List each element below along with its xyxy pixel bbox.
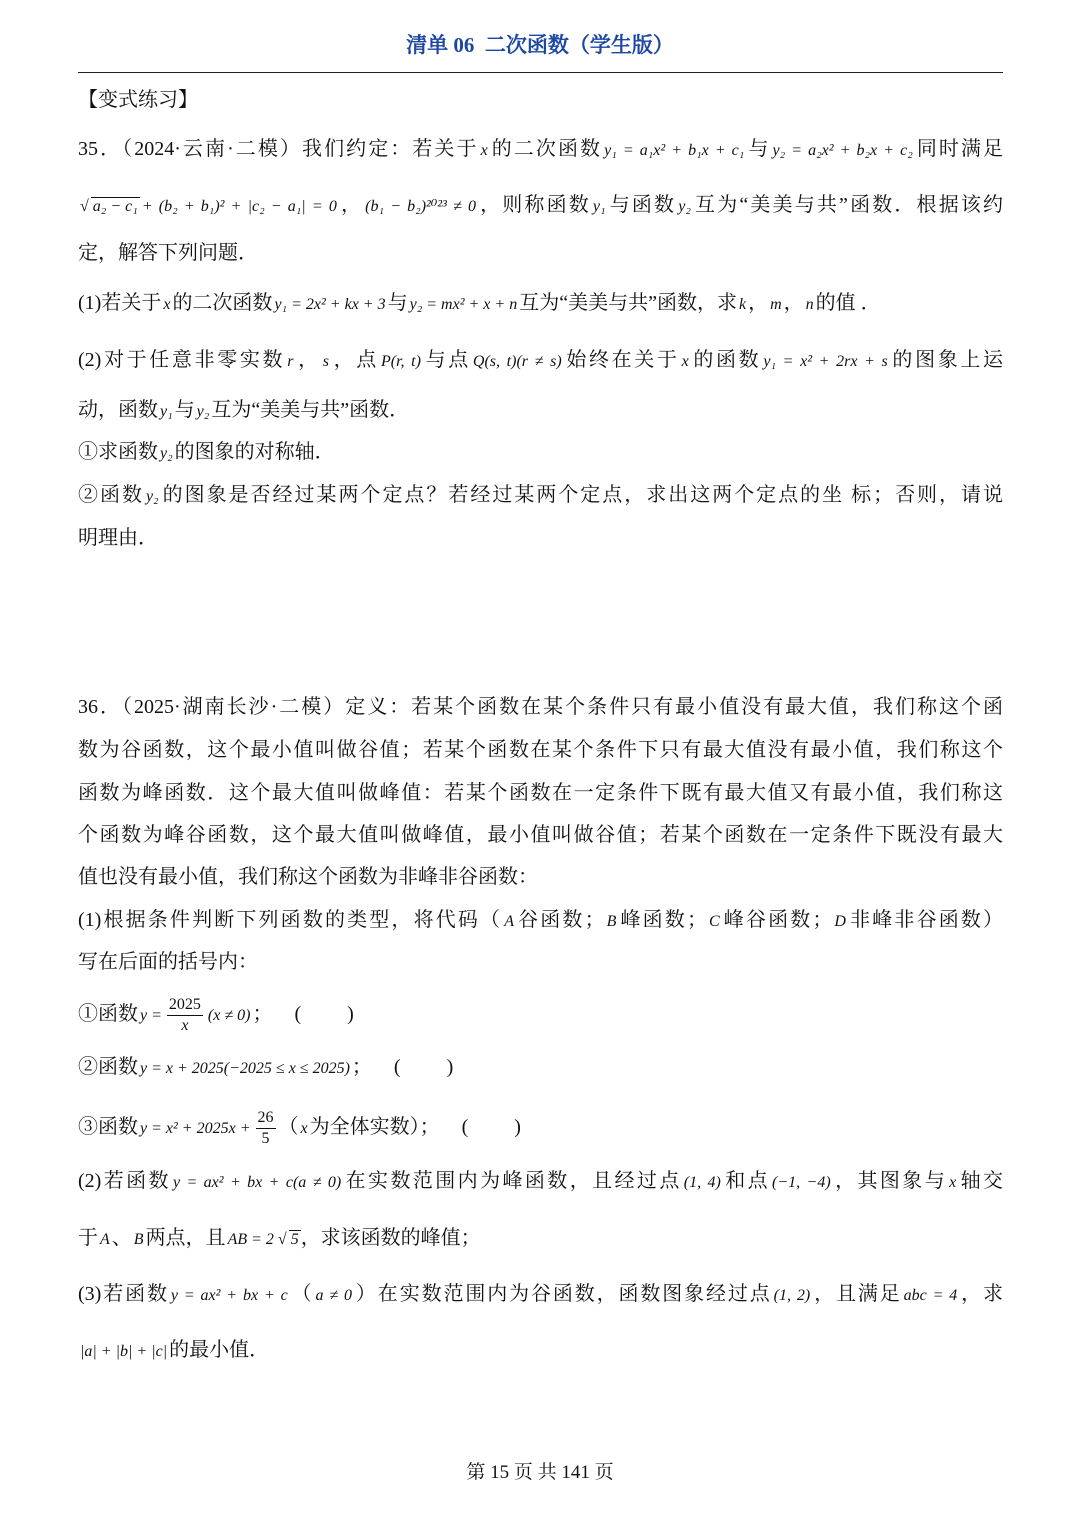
text-segment: ①求函数 bbox=[78, 441, 158, 463]
q35-line-2 bbox=[78, 190, 1003, 222]
text-segment: 的二次函数 bbox=[489, 138, 603, 160]
text-segment: ，求 bbox=[959, 1283, 1004, 1305]
text-segment: ，点 bbox=[331, 349, 379, 371]
text-segment: 互为“美美与共”函数．根据该约 bbox=[692, 194, 1004, 216]
text-segment: 与 bbox=[387, 292, 408, 314]
text-segment: 与点 bbox=[422, 349, 471, 371]
text-segment: 峰函数； bbox=[618, 909, 707, 931]
var-x: x bbox=[480, 142, 488, 159]
formula: y = ax² + bx + c(a ≠ 0) bbox=[172, 1174, 342, 1191]
text-segment: 的二次函数 bbox=[172, 292, 273, 314]
q35-line-3 bbox=[78, 238, 1003, 268]
sqrt-symbol: √ bbox=[80, 198, 89, 215]
var-x: x bbox=[300, 1120, 308, 1138]
text-segment: ③函数 bbox=[78, 1116, 138, 1139]
q35-part-1 bbox=[78, 288, 1003, 320]
fraction-numerator: 26 bbox=[256, 1108, 276, 1129]
text-segment: ； bbox=[252, 1003, 273, 1026]
text-segment: 在实数范围内为峰函数，且经过点 bbox=[343, 1170, 682, 1192]
text-segment: 始终在关于 bbox=[563, 349, 680, 371]
sqrt-radicand: 5 bbox=[290, 1231, 299, 1248]
text-segment: ， bbox=[783, 292, 804, 314]
text-segment: 定，解答下列问题． bbox=[78, 242, 258, 264]
q35-line-1 bbox=[78, 134, 1003, 166]
text-segment: (1)根据条件判断下列函数的类型，将代码（ bbox=[78, 909, 503, 931]
point: (1, 4) bbox=[683, 1174, 721, 1191]
point-q: Q(s, t)(r ≠ s) bbox=[472, 353, 562, 370]
domain-condition: (x ≠ 0) bbox=[207, 1007, 251, 1025]
q36-part-3 bbox=[78, 1279, 1003, 1311]
q36-item-3 bbox=[78, 1108, 1003, 1149]
q36-item-2 bbox=[78, 1052, 1003, 1084]
point-a: A bbox=[100, 1231, 110, 1248]
q36-line-3: 函数为峰函数．这个最大值叫做峰值：若某个函数在一定条件下既有最大值又有最小值，我们称这 bbox=[78, 782, 1003, 804]
text-segment: ， bbox=[338, 194, 364, 216]
sqrt-symbol: √ bbox=[277, 1231, 287, 1248]
formula-y2: y₂ = mx² + x + n bbox=[409, 296, 518, 313]
formula-y1: y₁ = 2x² + kx + 3 bbox=[274, 296, 386, 313]
condition: abc = 4 bbox=[903, 1287, 958, 1304]
fraction bbox=[167, 995, 203, 1036]
text-segment: 轴交 bbox=[958, 1170, 1004, 1192]
text-segment: （ bbox=[289, 1283, 314, 1305]
text-segment: 和点 bbox=[722, 1170, 771, 1192]
fraction-denominator: x bbox=[181, 1017, 189, 1034]
formula: y = ax² + bx + c bbox=[170, 1287, 288, 1304]
text-segment: 谷函数； bbox=[515, 909, 605, 931]
var-r: r bbox=[287, 353, 294, 370]
text-segment: ， bbox=[295, 349, 321, 371]
var-y2: y₂ bbox=[160, 445, 173, 462]
q36-part-3-cont bbox=[78, 1335, 1003, 1367]
text-segment: ，则称函数 bbox=[477, 194, 591, 216]
var-m: m bbox=[770, 296, 782, 313]
formula-lhs: y = bbox=[140, 1007, 162, 1025]
answer-bracket-open: ( bbox=[294, 1003, 302, 1026]
var-s: s bbox=[322, 353, 329, 370]
q36-line-1: 36．（2025·湖南长沙·二模）定义：若某个函数在某个条件只有最小值没有最大值，我们称这个函 bbox=[78, 696, 1003, 718]
q36-line-2: 数为谷函数，这个最小值叫做谷值；若某个函数在某个条件下只有最大值没有最小值，我们称这个 bbox=[78, 739, 1003, 761]
formula-y1: y₁ = x² + 2rx + s bbox=[763, 353, 888, 370]
var-k: k bbox=[738, 296, 747, 313]
text-segment: 同时满足 bbox=[914, 138, 1004, 160]
formula-y2: y₂ = a₂x² + b₂x + c₂ bbox=[772, 142, 913, 159]
point: (1, 2) bbox=[773, 1287, 811, 1304]
fraction-denominator: 5 bbox=[261, 1130, 270, 1147]
fraction bbox=[256, 1108, 276, 1149]
q36-item-1 bbox=[78, 995, 1003, 1036]
q36-line-5: 值也没有最小值，我们称这个函数为非峰非谷函数： bbox=[78, 866, 538, 888]
text-segment: ②函数 bbox=[78, 484, 144, 506]
answer-bracket-close: ) bbox=[514, 1116, 521, 1139]
condition: a ≠ 0 bbox=[315, 1287, 353, 1304]
var-x: x bbox=[163, 296, 171, 313]
page-header-title: 清单 06 二次函数（学生版） bbox=[406, 33, 674, 57]
answer-bracket-close: ) bbox=[446, 1056, 454, 1078]
question-number: 35．（2024·云南·二模）我们约定：若关于 bbox=[78, 138, 479, 160]
text-segment: ①函数 bbox=[78, 1003, 138, 1026]
q36-part-2 bbox=[78, 1166, 1003, 1198]
section-label: 【变式练习】 bbox=[78, 89, 198, 111]
text-segment: 为全体实数）； bbox=[309, 1116, 440, 1139]
text-segment: （ bbox=[278, 1116, 299, 1139]
text-segment: 的值 ． bbox=[815, 292, 881, 314]
text-segment: ，求该函数的峰值； bbox=[300, 1227, 481, 1249]
var-y1: y₁ bbox=[592, 198, 606, 215]
q36-part-1 bbox=[78, 905, 1003, 937]
text-segment: 的图象上运 bbox=[889, 349, 1004, 371]
header-divider bbox=[78, 72, 1003, 73]
q35-sub-2 bbox=[78, 480, 1003, 512]
text-segment: 两点，且 bbox=[145, 1227, 226, 1249]
text-segment: ，其图象与 bbox=[832, 1170, 948, 1192]
q36-part-1-cont: 写在后面的括号内： bbox=[78, 951, 258, 973]
text-segment: ②函数 bbox=[78, 1056, 138, 1078]
text-segment: 互为“美美与共”函数． bbox=[211, 399, 410, 421]
text-segment: (1)若关于 bbox=[78, 292, 162, 314]
text-segment: ； bbox=[351, 1056, 372, 1078]
text-segment: ）在实数范围内为谷函数，函数图象经过点 bbox=[354, 1283, 772, 1305]
text-segment: 与 bbox=[174, 399, 195, 421]
q35-part-2-cont bbox=[78, 395, 1003, 427]
page-footer: 第 15 页 共 141 页 bbox=[466, 1462, 614, 1483]
var-x: x bbox=[681, 353, 689, 370]
text-segment: ， bbox=[748, 292, 769, 314]
text-segment: 的图象的对称轴． bbox=[174, 441, 335, 463]
text-segment: 的图象是否经过某两个定点？若经过某两个定点，求出这两个定点的坐 标；否则，请说 bbox=[160, 484, 1004, 506]
sqrt-radicand: a₂ − c₁ bbox=[92, 198, 138, 215]
var-x: x bbox=[949, 1174, 957, 1191]
text-segment: 于 bbox=[78, 1227, 98, 1249]
formula-abs-sum: |a| + |b| + |c| bbox=[80, 1343, 168, 1360]
var-y2: y₂ bbox=[145, 488, 159, 505]
code-b: B bbox=[606, 913, 617, 930]
text-segment: 非峰非谷函数） bbox=[847, 909, 1004, 931]
condition-formula: (b₁ − b₂)²⁰²³ ≠ 0 bbox=[365, 198, 476, 215]
text-segment: (2)对于任意非零实数 bbox=[78, 349, 286, 371]
var-y2: y₂ bbox=[196, 403, 210, 420]
text-segment: ，且满足 bbox=[812, 1283, 902, 1305]
formula-ab: AB = 2 bbox=[227, 1231, 274, 1248]
text-segment: 峰谷函数； bbox=[721, 909, 833, 931]
var-y1: y₁ bbox=[160, 403, 173, 420]
q35-sub-2-cont bbox=[78, 523, 1003, 553]
q36-line-4: 个函数为峰谷函数，这个最大值叫做峰值，最小值叫做谷值；若某个函数在一定条件下既没有最大 bbox=[78, 824, 1003, 846]
text-segment: 的函数 bbox=[690, 349, 762, 371]
formula: y = x² + 2025x + bbox=[140, 1120, 251, 1138]
code-c: C bbox=[708, 913, 720, 930]
fraction-numerator: 2025 bbox=[167, 995, 203, 1016]
text-segment: (2)若函数 bbox=[78, 1170, 171, 1192]
text-segment: 、 bbox=[111, 1227, 132, 1249]
text-segment: 的最小值． bbox=[169, 1339, 270, 1361]
text-segment: 互为“美美与共”函数，求 bbox=[519, 292, 737, 314]
q35-part-2 bbox=[78, 345, 1003, 377]
var-n: n bbox=[805, 296, 814, 313]
point: (−1, −4) bbox=[772, 1174, 831, 1191]
answer-bracket-open: ( bbox=[393, 1056, 401, 1078]
answer-bracket-open: ( bbox=[461, 1116, 469, 1139]
text-segment: 动，函数 bbox=[78, 399, 158, 421]
text-segment: 与函数 bbox=[607, 194, 677, 216]
code-d: D bbox=[834, 913, 846, 930]
code-a: A bbox=[504, 913, 514, 930]
text-segment: 与 bbox=[746, 138, 771, 160]
q36-part-2-cont bbox=[78, 1223, 1003, 1255]
point-p: P(r, t) bbox=[380, 353, 421, 370]
answer-bracket-close: ) bbox=[347, 1003, 354, 1026]
point-b: B bbox=[133, 1231, 144, 1248]
condition-formula: + (b₂ + b₁)² + |c₂ − a₁| = 0 bbox=[141, 198, 337, 215]
formula-y1: y₁ = a₁x² + b₁x + c₁ bbox=[604, 142, 745, 159]
formula: y = x + 2025(−2025 ≤ x ≤ 2025) bbox=[140, 1060, 350, 1077]
var-y2: y₂ bbox=[678, 198, 691, 215]
text-segment: (3)若函数 bbox=[78, 1283, 169, 1305]
q35-sub-1 bbox=[78, 437, 1003, 469]
text-segment: 明理由． bbox=[78, 527, 158, 549]
